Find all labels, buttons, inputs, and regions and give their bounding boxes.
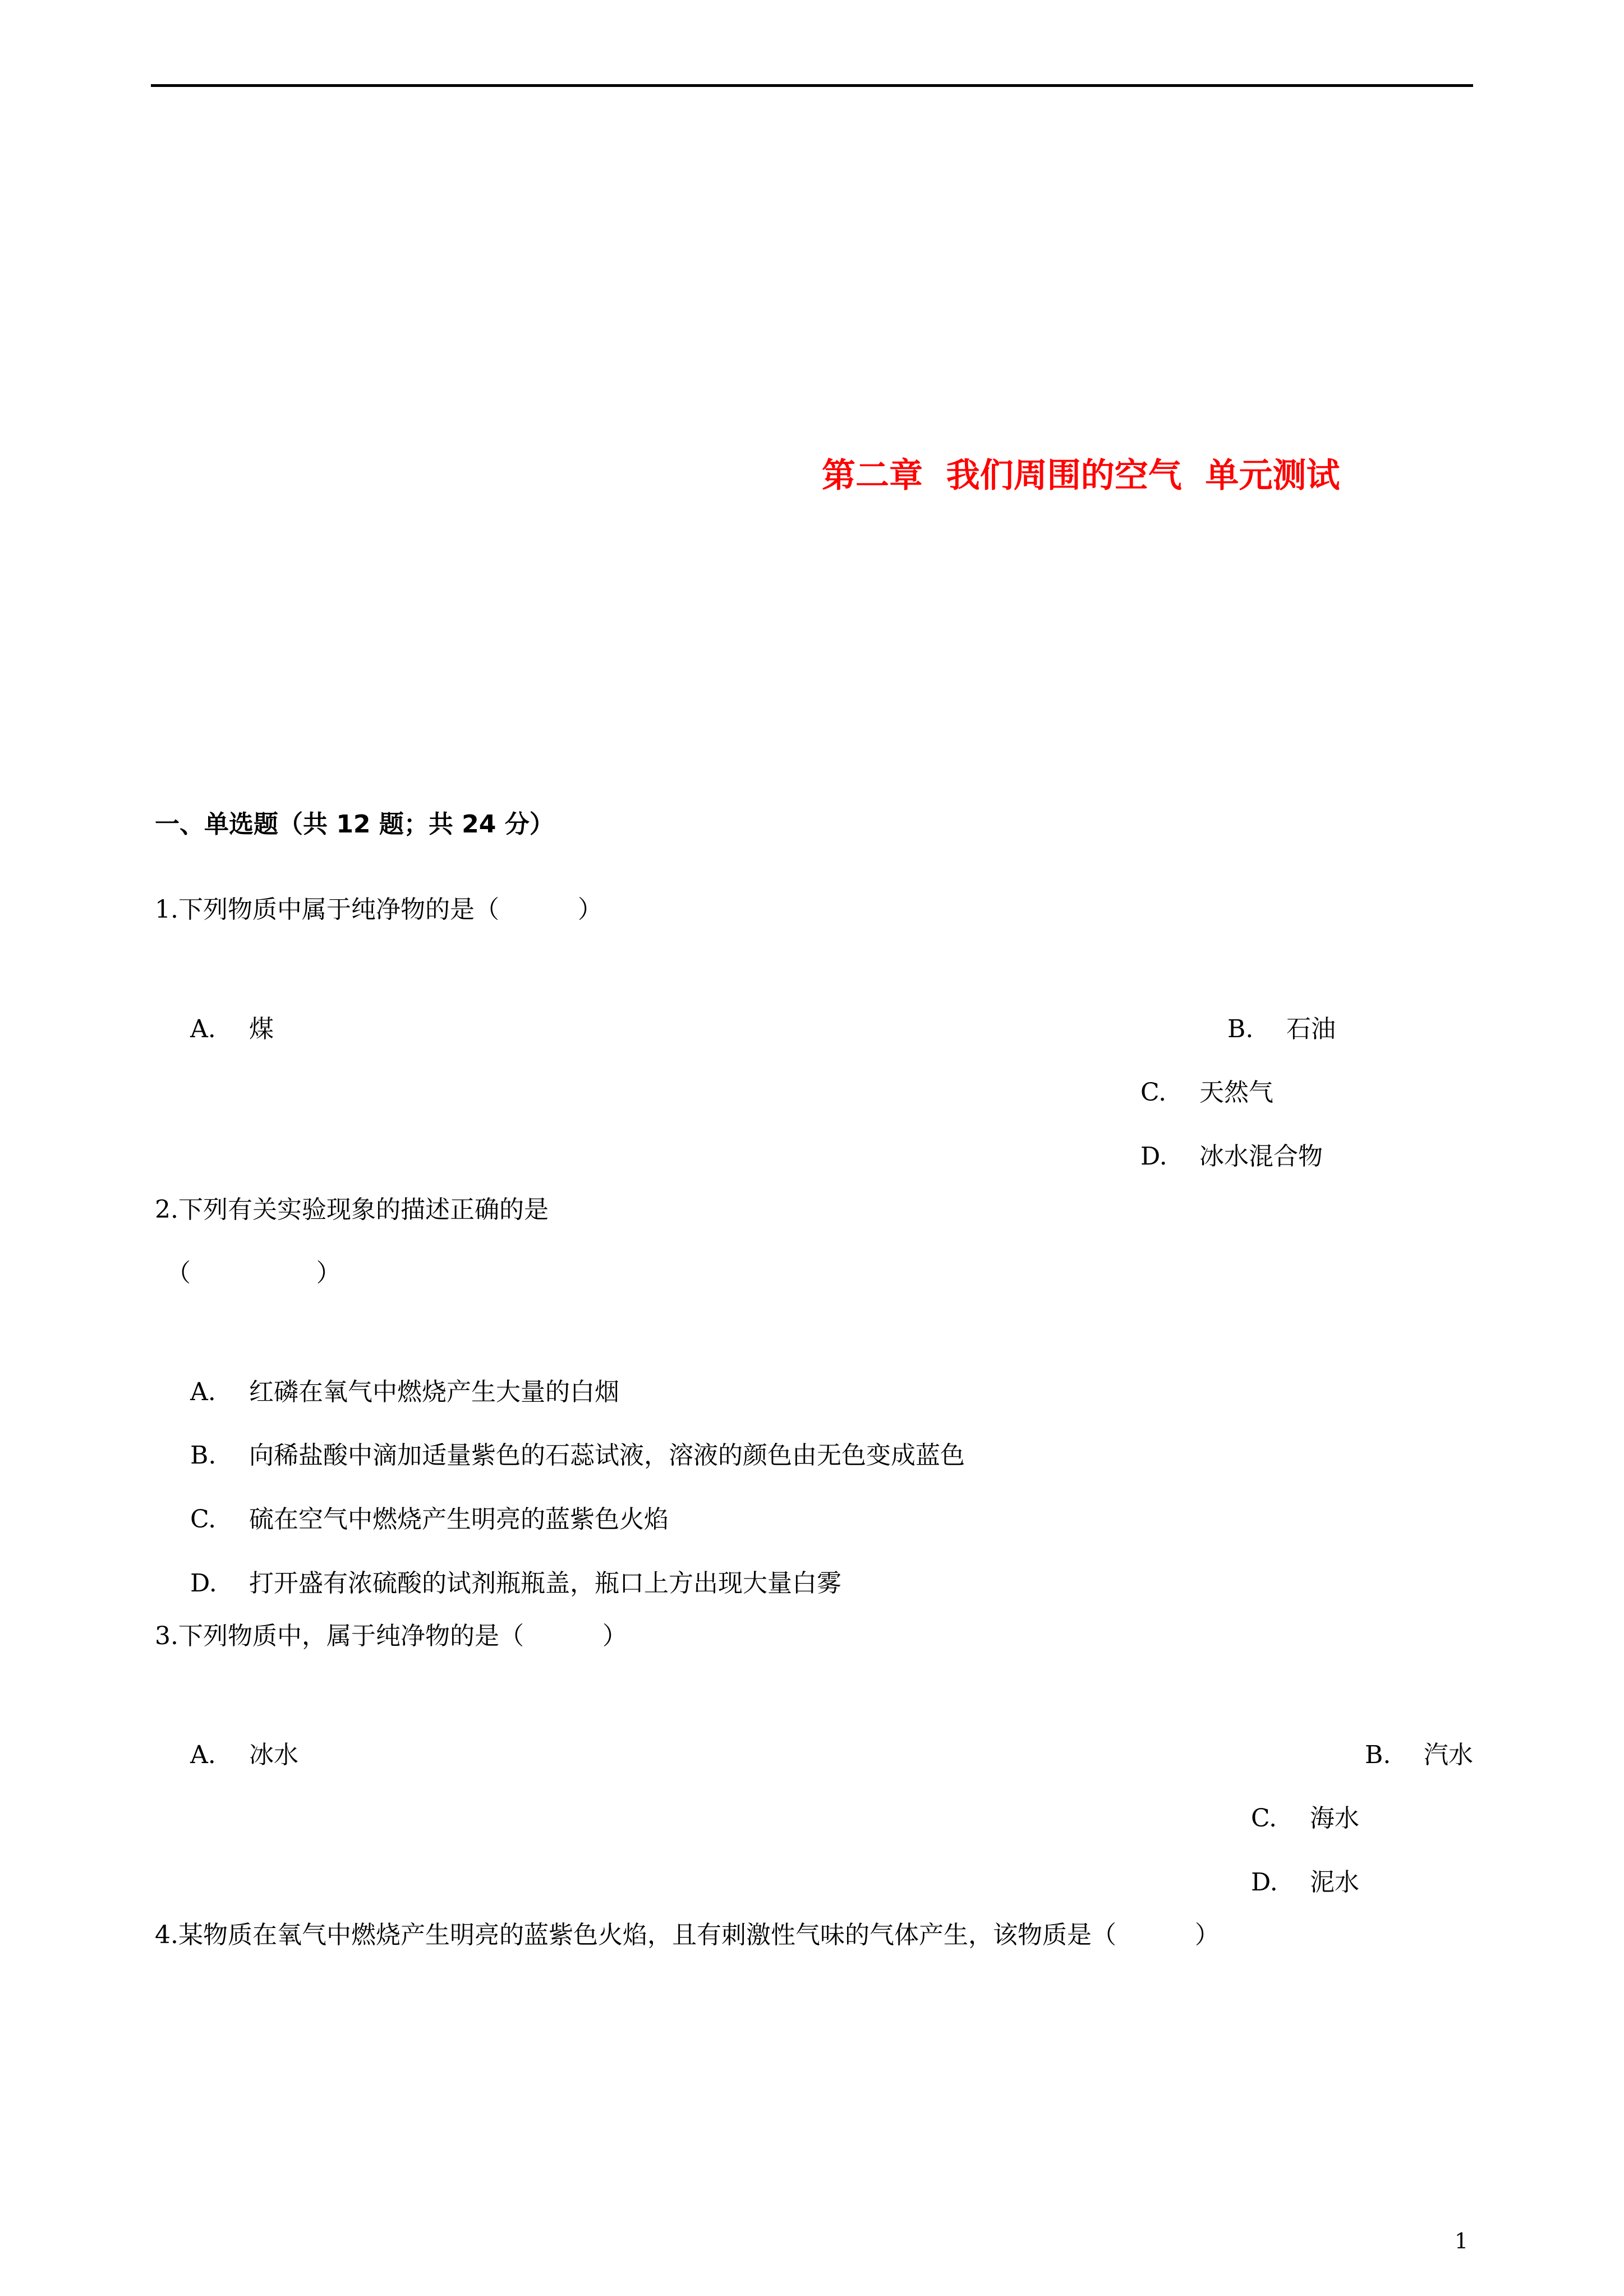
question-1-option-c[interactable] <box>1125 1042 1273 1110</box>
option-letter: B. <box>190 1441 217 1470</box>
document-title: 第二章 我们周围的空气 单元测试 <box>822 456 1340 495</box>
section-heading: 一、单选题（共 12 题；共 24 分） <box>155 810 554 839</box>
option-text: 泥水 <box>1309 1868 1359 1897</box>
option-letter: A. <box>190 1378 216 1406</box>
option-text: 天然气 <box>1199 1078 1273 1107</box>
option-letter: A. <box>190 1015 216 1043</box>
option-letter: B. <box>1364 1741 1391 1769</box>
question-3-option-b[interactable] <box>1349 1705 1473 1772</box>
question-1-stem: 1.下列物质中属于纯净物的是（ ） <box>155 895 602 924</box>
option-letter: B. <box>1227 1015 1254 1043</box>
option-letter: C. <box>1140 1078 1167 1107</box>
option-text: 海水 <box>1309 1804 1359 1833</box>
question-2-option-c[interactable] <box>174 1469 669 1536</box>
option-text: 煤 <box>249 1015 274 1043</box>
question-3-option-d[interactable] <box>1235 1832 1359 1899</box>
option-text: 红磷在氧气中燃烧产生大量的白烟 <box>249 1378 619 1406</box>
option-letter: C. <box>190 1505 217 1534</box>
question-2-stem: 2.下列有关实验现象的描述正确的是 <box>155 1195 549 1224</box>
option-text: 冰水混合物 <box>1199 1142 1323 1171</box>
option-text: 石油 <box>1286 1015 1336 1043</box>
page-number: 1 <box>1455 2229 1469 2253</box>
question-3-option-a[interactable] <box>174 1705 298 1772</box>
question-1-option-d[interactable] <box>1125 1106 1323 1174</box>
option-text: 硫在空气中燃烧产生明亮的蓝紫色火焰 <box>249 1505 669 1534</box>
option-letter: D. <box>1250 1868 1278 1897</box>
question-1-option-b[interactable] <box>1212 979 1336 1046</box>
option-text: 向稀盐酸中滴加适量紫色的石蕊试液，溶液的颜色由无色变成蓝色 <box>249 1441 965 1470</box>
question-2-stem-cont: （ ） <box>166 1259 341 1287</box>
question-2-option-d[interactable] <box>174 1533 841 1600</box>
question-3-stem: 3.下列物质中，属于纯净物的是（ ） <box>155 1622 627 1650</box>
option-text: 打开盛有浓硫酸的试剂瓶瓶盖，瓶口上方出现大量白雾 <box>249 1569 841 1598</box>
option-letter: D. <box>190 1569 217 1598</box>
question-1-option-a[interactable] <box>174 979 274 1046</box>
question-2-option-b[interactable] <box>174 1405 965 1473</box>
option-letter: C. <box>1250 1804 1277 1833</box>
option-text: 冰水 <box>249 1741 298 1769</box>
question-4-stem: 4.某物质在氧气中燃烧产生明亮的蓝紫色火焰，且有刺激性气味的气体产生，该物质是（ ） <box>155 1921 1220 1949</box>
question-2-option-a[interactable] <box>174 1342 619 1409</box>
question-3-option-c[interactable] <box>1235 1768 1359 1835</box>
option-letter: D. <box>1140 1142 1167 1171</box>
header-rule <box>151 84 1473 87</box>
option-letter: A. <box>190 1741 216 1769</box>
option-text: 汽水 <box>1423 1741 1473 1769</box>
